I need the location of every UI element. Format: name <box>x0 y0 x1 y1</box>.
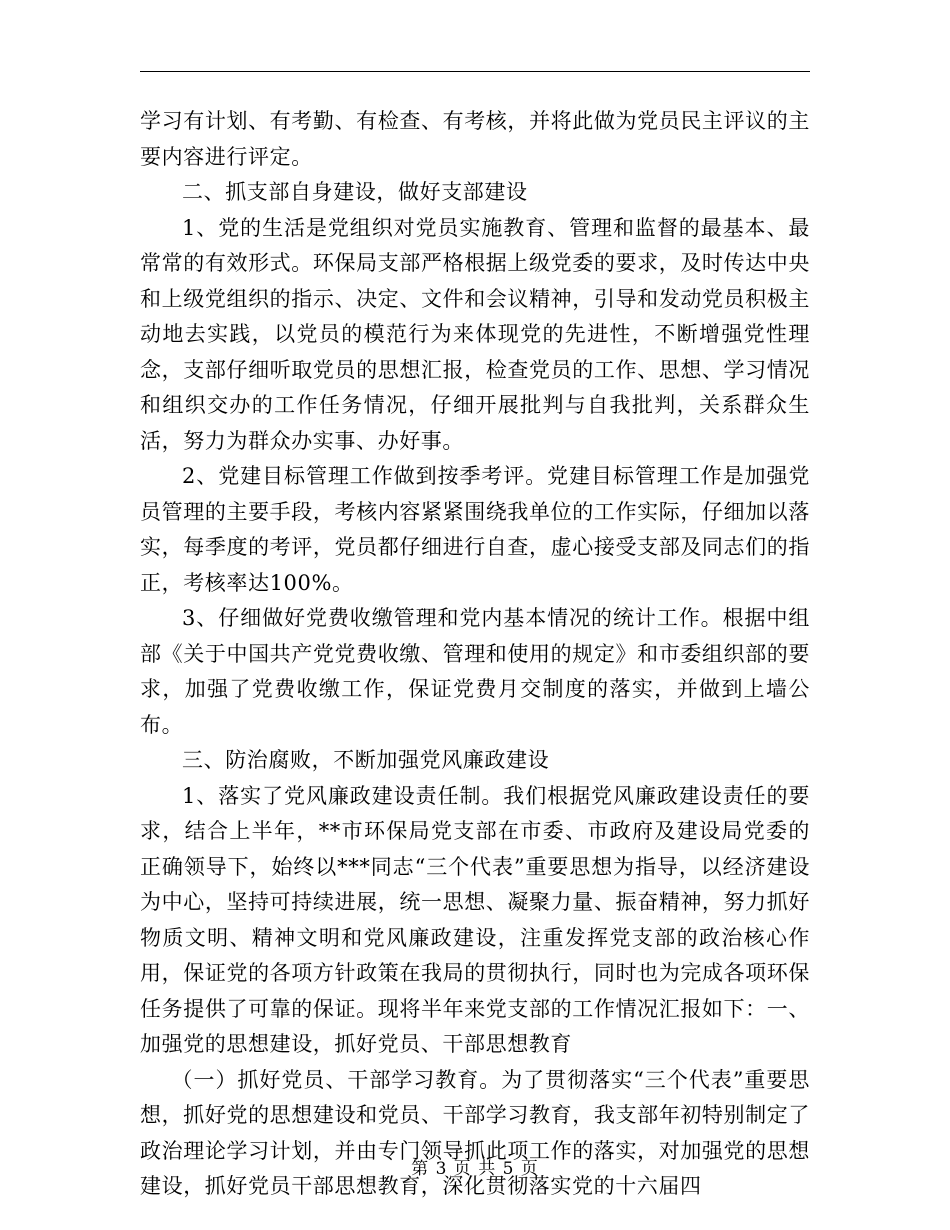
section-heading: 二、抓支部自身建设，做好支部建设 <box>182 180 528 204</box>
section-heading: 三、防治腐败，不断加强党风廉政建设 <box>182 748 550 772</box>
page-footer: 第 3 页 共 5 页 <box>411 1159 539 1179</box>
paragraph: 学习有计划、有考勤、有检查、有考核，并将此做为党员民主评议的主要内容进行评定。 <box>140 109 810 169</box>
header-rule <box>140 71 810 72</box>
paragraph: （一）抓好党员、干部学习教育。为了贯彻落实“三个代表”重要思想，抓好党的思想建设和党员、干部学习教育，我支部年初特别制定了政治理论学习计划，并由专门领导抓此项工作的落实，对加强党的思想建设，抓好党员干部思想教育，深化贯彻落实党的十六届四 <box>140 1067 810 1198</box>
paragraph: 1、党的生活是党组织对党员实施教育、管理和监督的最基本、最常常的有效形式。环保局支部严格根据上级党委的要求，及时传达中央和上级党组织的指示、决定、文件和会议精神，引导和发动党员积极主动地去实践，以党员的模范行为来体现党的先进性，不断增强党性理念，支部仔细听取党员的思想汇报，检查党员的工作、思想、学习情况和组织交办的工作任务情况，仔细开展批判与自我批判，关系群众生活，努力为群众办实事、办好事。 <box>140 215 810 453</box>
paragraph: 1、落实了党风廉政建设责任制。我们根据党风廉政建设责任的要求，结合上半年，**市环保局党支部在市委、市政府及建设局党委的正确领导下，始终以***同志“三个代表”重要思想为指导，以经济建设为中心，坚持可持续进展，统一思想、凝聚力量、振奋精神，努力抓好物质文明、精神文明和党风廉政建设，注重发挥党支部的政治核心作用，保证党的各项方针政策在我局的贯彻执行，同时也为完成各项环保任务提供了可靠的保证。现将半年来党支部的工作情况汇报如下：一、加强党的思想建设，抓好党员、干部思想教育 <box>140 783 810 1056</box>
paragraph: 2、党建目标管理工作做到按季考评。党建目标管理工作是加强党员管理的主要手段，考核内容紧紧围绕我单位的工作实际，仔细加以落实，每季度的考评，党员都仔细进行自查，虚心接受支部及同志们的指正，考核率达100%。 <box>140 464 810 595</box>
paragraph: 3、仔细做好党费收缴管理和党内基本情况的统计工作。根据中组部《关于中国共产党党费收缴、管理和使用的规定》和市委组织部的要求，加强了党费收缴工作，保证党费月交制度的落实，并做到上墙公布。 <box>140 606 810 737</box>
body-text <box>140 104 810 1205</box>
